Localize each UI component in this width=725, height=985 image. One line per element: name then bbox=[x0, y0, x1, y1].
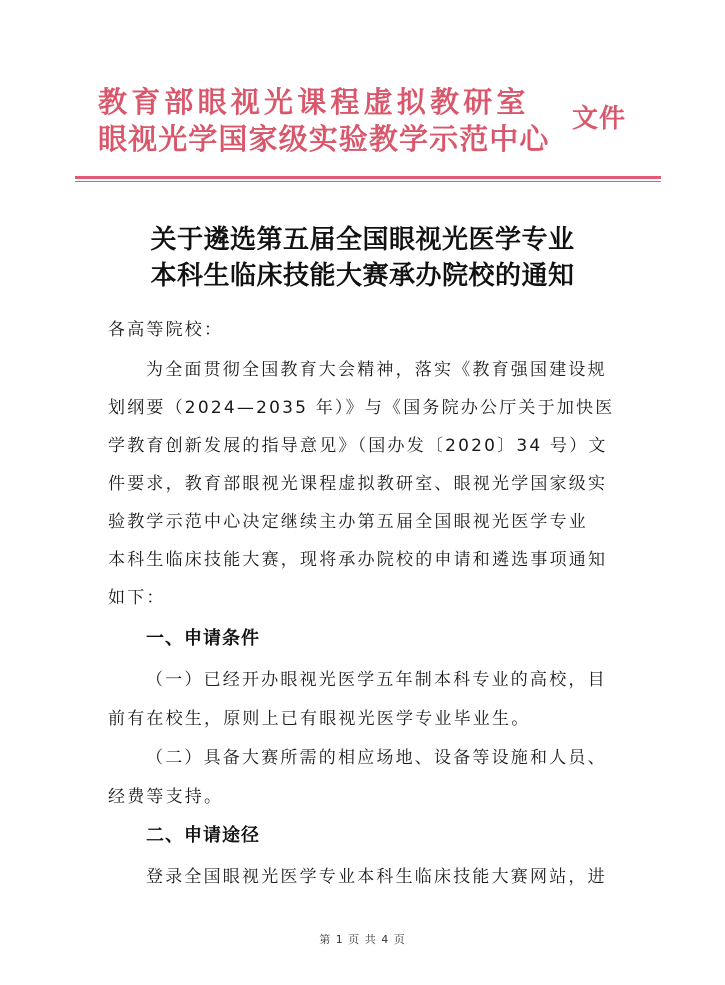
section-heading-channel: 二、申请途径 bbox=[146, 825, 260, 846]
intro-line: 本科生临床技能大赛，现将承办院校的申请和遴选事项通知 bbox=[108, 550, 608, 570]
issuer-line-2: 眼视光学国家级实验教学示范中心 bbox=[98, 122, 550, 156]
intro-line: 验教学示范中心决定继续主办第五届全国眼视光医学专业 bbox=[108, 512, 588, 532]
page-number: 第 1 页 共 4 页 bbox=[319, 933, 406, 946]
condition-line: 前有在校生，原则上已有眼视光医学专业毕业生。 bbox=[108, 709, 531, 729]
header-divider-thin bbox=[75, 181, 661, 182]
channel-line: 登录全国眼视光医学专业本科生临床技能大赛网站，进 bbox=[146, 867, 607, 887]
condition-line: （二）具备大赛所需的相应场地、设备等设施和人员、 bbox=[146, 748, 607, 768]
condition-line: 经费等支持。 bbox=[108, 787, 224, 807]
header-divider-thick bbox=[75, 176, 661, 179]
intro-line: 如下： bbox=[108, 588, 166, 608]
notice-title-line-2: 本科生临床技能大赛承办院校的通知 bbox=[150, 261, 575, 291]
intro-line: 学教育创新发展的指导意见》（国办发〔2020〕34 号）文 bbox=[108, 436, 608, 456]
notice-title-line-1: 关于遴选第五届全国眼视光医学专业 bbox=[150, 225, 575, 255]
document-type-label: 文件 bbox=[572, 104, 627, 134]
issuer-line-1: 教育部眼视光课程虚拟教研室 bbox=[98, 85, 530, 119]
intro-line: 为全面贯彻全国教育大会精神，落实《教育强国建设规 bbox=[146, 360, 607, 380]
intro-line: 件要求，教育部眼视光课程虚拟教研室、眼视光学国家级实 bbox=[108, 474, 608, 494]
salutation: 各高等院校： bbox=[108, 320, 224, 340]
condition-line: （一）已经开办眼视光医学五年制本科专业的高校，目 bbox=[146, 670, 607, 690]
section-heading-conditions: 一、申请条件 bbox=[146, 628, 260, 649]
intro-line: 划纲要（2024—2035 年）》与《国务院办公厅关于加快医 bbox=[108, 398, 615, 418]
